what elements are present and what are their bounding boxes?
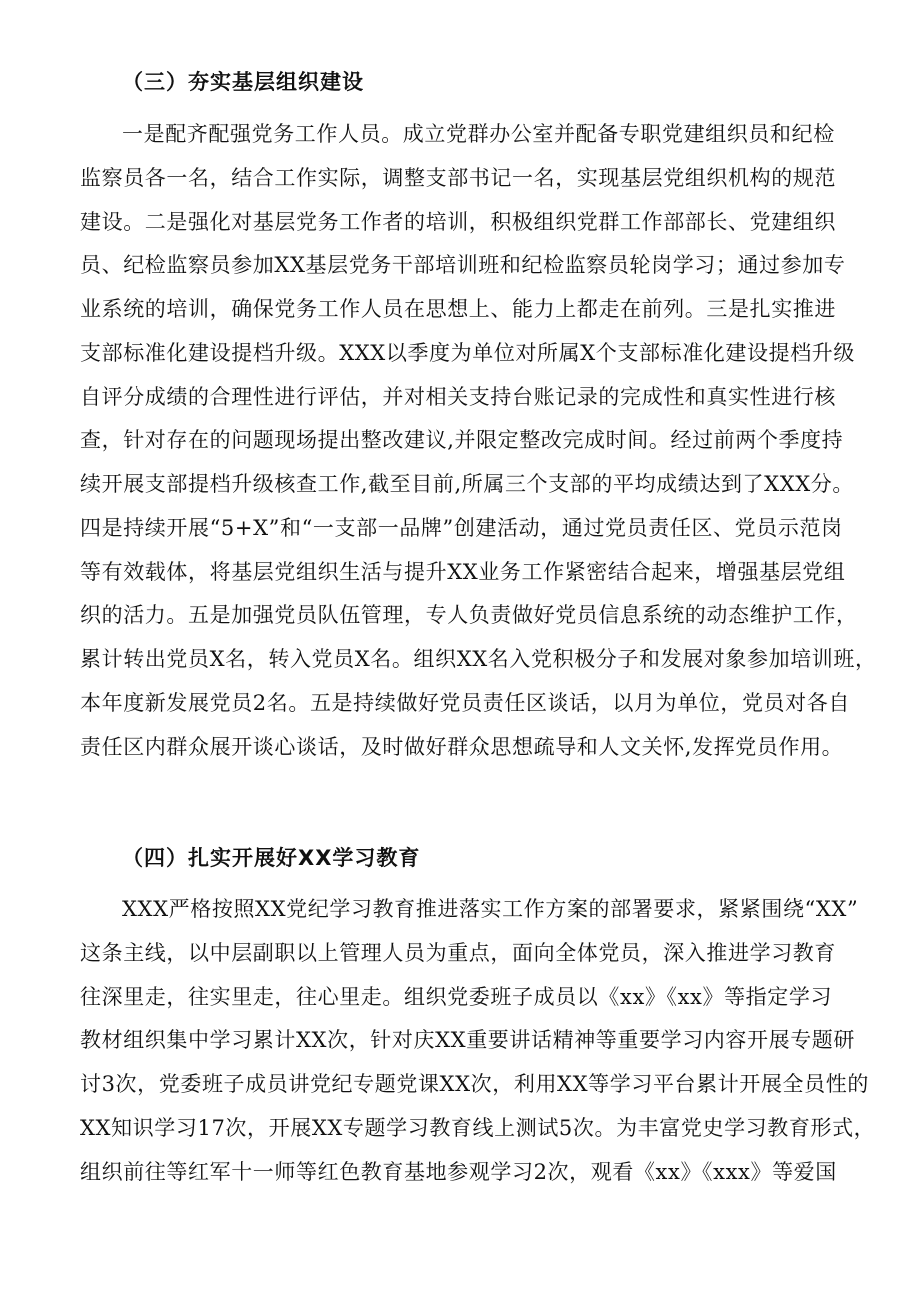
section-heading-4: （四）扎实开展好XX学习教育 [122,846,421,870]
paragraph-line: 责任区内群众展开谈心谈话，及时做好群众思想疏导和人文关怀,发挥党员作用。 [80,734,844,759]
paragraph-line: 查，针对存在的问题现场提出整改建议,并限定整改完成时间。经过前两个季度持 [80,428,844,453]
paragraph-line: 自评分成绩的合理性进行评估，并对相关支持台账记录的完成性和真实性进行核 [80,384,836,409]
paragraph-line: 业系统的培训，确保党务工作人员在思想上、能力上都走在前列。三是扎实推进 [80,297,836,321]
section-4-paragraph [80,888,880,1194]
paragraph-line: 续开展支部提档升级核查工作,截至目前,所属三个支部的平均成绩达到了XXX分。 [80,472,854,496]
section-3-paragraph [80,113,880,769]
paragraph-line: 本年度新发展党员2名。五是持续做好党员责任区谈话，以月为单位，党员对各自 [80,690,850,715]
paragraph-line: 员、纪检监察员参加XX基层党务干部培训班和纪检监察员轮岗学习；通过参加专 [80,253,846,278]
paragraph-line: 支部标准化建设提档升级。XXX以季度为单位对所属X个支部标准化建设提档升级 [80,340,855,365]
paragraph-line: 这条主线，以中层副职以上管理人员为重点，面向全体党员，深入推进学习教育 [80,940,836,965]
paragraph-line: 四是持续开展“5+X”和“一支部一品牌”创建活动，通过党员责任区、党员示范岗 [80,515,843,540]
paragraph-line: XXX严格按照XX党纪学习教育推进落实工作方案的部署要求，紧紧围绕“XX” [122,897,859,921]
paragraph-line: XX知识学习17次，开展XX专题学习教育线上测试5次。为丰富党史学习教育形式， [80,1115,876,1140]
paragraph-line: 一是配齐配强党务工作人员。成立党群办公室并配备专职党建组织员和纪检 [122,122,835,146]
paragraph-line: 累计转出党员X名，转入党员X名。组织XX名入党积极分子和发展对象参加培训班， [80,647,877,671]
paragraph-line: 等有效载体，将基层党组织生活与提升XX业务工作紧密结合起来，增强基层党组 [80,559,846,584]
paragraph-line: 组织前往等红军十一师等红色教育基地参观学习2次，观看《xx》《xxx》等爱国 [80,1159,837,1184]
paragraph-line: 讨3次，党委班子成员讲党纪专题党课XX次，利用XX等学习平台累计开展全员性的 [80,1072,869,1096]
paragraph-line: 教材组织集中学习累计XX次，针对庆XX重要讲话精神等重要学习内容开展专题研 [80,1028,855,1053]
paragraph-line: 建设。二是强化对基层党务工作者的培训，积极组织党群工作部部长、党建组织 [80,209,836,234]
section-heading-3: （三）夯实基层组织建设 [122,70,364,94]
paragraph-line: 往深里走，往实里走，往心里走。组织党委班子成员以《xx》《xx》等指定学习 [80,984,833,1009]
paragraph-line: 监察员各一名，结合工作实际，调整支部书记一名，实现基层党组织机构的规范 [80,165,836,190]
paragraph-line: 织的活力。五是加强党员队伍管理，专人负责做好党员信息系统的动态维护工作， [80,603,858,628]
